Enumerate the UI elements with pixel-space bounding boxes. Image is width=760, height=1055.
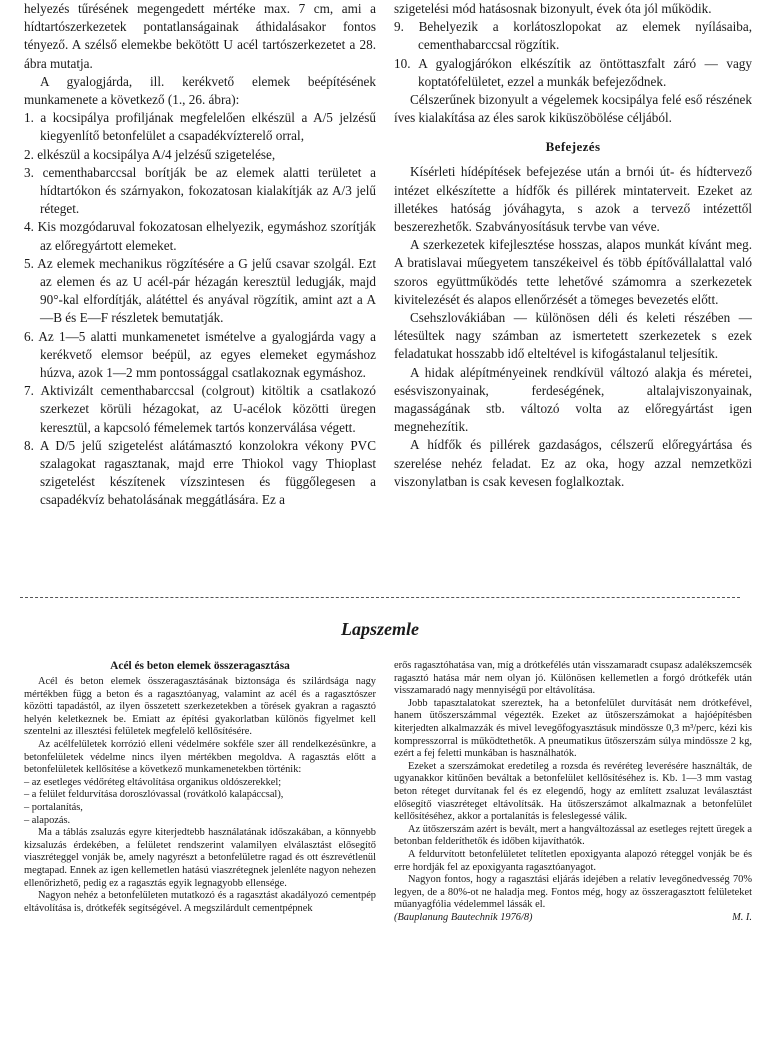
paragraph: 5. Az elemek mechanikus rögzítésére a G jelű csavar szolgál. Ezt az elemen és az U acél-pár hézagán keresztül ledugják, majd 90°-kal elfordítják, alátéttel és anyával rögzítik, amint azt a A—B és E—F részletek bemutatják.	[24, 255, 376, 326]
article-body-right	[394, 660, 752, 912]
paragraph: A gyalogjárda, ill. kerékvető elemek beépítésének munkamenete a következő (1., 26. ábra):	[24, 73, 376, 108]
paragraph: Ma a táblás zsaluzás egyre kiterjedtebb használatának időszakában, a könnyebb kizsaluzás érdekében, a felületet rendszerint valamilyen elválasztást elősegítő viaszréteggel vonják be, amely nagyrészt a betonfelületre ragad és ott észrevétlenül megtapad. Ennek az igen kellemetlen hatású viaszrétegnek jelenléte nagyon nehezen ellenőrizhető, pedig ez a ragasztás egyik legnagyobb ellensége.	[24, 827, 376, 889]
paragraph: 8. A D/5 jelű szigetelést alátámasztó konzolokra vékony PVC szalagokat ragasztanak, majd erre Thiokol vagy Thioplast szigetelést készítenek vízszintesen és függőlegesen a csapadékvíz behatolásának meggátlására. Ez a	[24, 437, 376, 508]
paragraph: erős ragasztóhatása van, míg a drótkefélés után visszamaradt csupasz adalékszemcsék ragasztó hatása már nem olyan jó. Különösen kellemetlen a forgó drótkefék után visszamaradó nagy mennyiségű por eltávolítása.	[394, 660, 752, 697]
paragraph: – alapozás.	[24, 814, 71, 826]
paragraph: Csehszlovákiában — különösen déli és keleti részében — létesültek nagy számban az ismertetett szerkezetek s ezek feladatukat hosszabb idő elteltével is kifogástalanul teljesítik.	[394, 310, 752, 362]
paragraph: Acél és beton elemek összeragasztásának biztonsága és szilárdsága nagy mértékben függ a beton és a ragasztóanyag, valamint az acél és a ragasztószer közötti tapadástól, az ilyen összetett szerkezetekben a törések gyakran a ragasztó helyén keletkeznek be. Emiatt az építési gyakorlatban különös figyelmet kell szentelni az illesztési felületek megfelelő kellősítésére.	[24, 676, 376, 738]
paragraph: Célszerűnek bizonyult a végelemek kocsipálya felé eső részének íves kialakítása az éles sarok kiküszöbölése céljából.	[394, 92, 752, 126]
paragraph: Az ütőszerszám azért is bevált, mert a hangváltozással az esetleges rejtett üregek a betonban felderíthetők és időben kijavíthatók.	[394, 823, 752, 848]
article-body-left	[24, 676, 376, 915]
paragraph: 10. A gyalogjárókon elkészítik az öntöttaszfalt záró — vagy koptatófelületet, ezzel a munkák befejeződnek.	[394, 55, 752, 89]
paragraph: 9. Behelyezik a korlátoszlopokat az elemek nyílásaiba, cementhabarccsal rögzítik.	[394, 19, 752, 53]
paragraph: A szerkezetek kifejlesztése hosszas, alapos munkát kívánt meg. A bratislavai műegyetem tanszékeivel és több építővállalattal való szoros együttműködés tette lehetővé számomra a szerkezetek kivitelezését és alapos ellenőrzését a tömeges bevezetés előtt.	[394, 237, 752, 307]
paragraph: 2. elkészül a kocsipálya A/4 jelzésű szigetelése,	[24, 146, 276, 162]
section-divider	[20, 597, 740, 598]
bottom-left-column	[24, 660, 376, 915]
paragraph: helyezés tűrésének megengedett mértéke max. 7 cm, ami a hídtartószerkezetek pontatlanságainak áthidalásakor fontos tényező. A szélső elemekbe bekötött U acél tartószerkezetet a 28. ábra mutatja.	[24, 1, 376, 71]
paragraph: – az esetleges védőréteg eltávolítása organikus oldószerekkel;	[24, 776, 282, 788]
author-initials: M. I.	[732, 911, 752, 923]
paragraph: – portalanítás,	[24, 801, 83, 813]
paragraph: 3. cementhabarccsal borítják be az elemek alatti területet a hídtartókon és szárnyakon, fokozatosan kialakítják az A/3 jelű réteget.	[24, 164, 376, 217]
paragraph: A hidak alépítményeinek rendkívül változó alakja és méretei, esésviszonyainak, ferdeségének, altalajviszonyainak, magasságának stb. változó volta az előregyártást igen megnehezítik.	[394, 364, 752, 435]
paragraph: 6. Az 1—5 alatti munkamenetet ismételve a gyalogjárda vagy a kerékvető elemsor beépül, az egyes elemeket egymáshoz húzva, azok 1—2 mm pontossággal csatlakoznak egymáshoz.	[24, 328, 376, 381]
top-right-column	[394, 0, 752, 491]
top-left-column	[24, 0, 376, 510]
befejezes-heading: Befejezés	[545, 139, 601, 155]
paragraph: 4. Kis mozgódaruval fokozatosan elhelyezik, egymáshoz szorítják az előregyártott elemeket.	[24, 219, 376, 253]
paragraph: Ezeket a szerszámokat eredetileg a rozsda és revéréteg leverésére használták, de ugyanakkor kitűnően beváltak a betonfelület kellősítéséhez is. Kb. 1—3 mm vastag beton réteget durvítanak fel és ez elegendő, hogy az említett zsaluzat leválasztást elősegítő viaszréteget eltávolítsák. Ha ütőszerszámot alkalmaznak a betonfelület kellősítéséhez, akkor a portalanítás is feleslegessé válik.	[394, 760, 752, 823]
top-right-list	[394, 0, 752, 127]
paragraph: 1. a kocsipálya profiljának megfelelően elkészül a A/5 jelzésű kiegyenlítő betonfelület a csapadékvízterelő orral,	[24, 110, 376, 144]
bottom-right-column	[394, 660, 752, 924]
paragraph: Kísérleti hídépítések befejezése után a brnói út- és hídtervező intézet elkészítette a hídfők és pillérek mintaterveit. Ezeket az illetékes hatóság jóváhagyta, s azok a tervező intézettől beszerezhetők. Szabványosításuk tervbe van véve.	[394, 164, 752, 235]
article-heading: Acél és beton elemek összeragasztása	[110, 660, 290, 672]
section-title: Lapszemle	[341, 619, 419, 639]
paragraph: 7. Aktivizált cementhabarccsal (colgrout) kitöltik a csatlakozó szerkezet körüli hézagokat, az U-acélok közötti üregen keresztül, a kapcsoló fémelemek tartós konzerválása végett.	[24, 383, 376, 435]
paragraph: A hídfők és pillérek gazdaságos, célszerű előregyártása és szerelése nehéz feladat. Ez az oka, hogy azzal nemzetközi viszonylatban is csak kevesen foglalkoztak.	[394, 437, 752, 489]
befejezes-body	[394, 163, 752, 491]
paragraph: Az acélfelületek korrózió elleni védelmére sokféle szer áll rendelkezésünkre, a betonfelületek védelme nincs ilyen mértékben megoldva. A ragasztás előtt a betonfelületek kellősítése a következő munkamenetekben történik:	[24, 738, 376, 776]
source-line	[394, 912, 752, 925]
paragraph: Nagyon nehéz a betonfelületen mutatkozó és a ragasztást akadályozó cementpép eltávolítása is, drótkefék segítségével. A megszilárdult cementpépnek	[24, 890, 376, 914]
source-citation: (Bauplanung Bautechnik 1976/8)	[394, 911, 533, 923]
paragraph: Nagyon fontos, hogy a ragasztási eljárás idejében a relatív levegőnedvesség 70% legyen, de a 80%-ot ne haladja meg. Fontos még, hogy az összeragasztott felületeket műanyagfólia védelemmel lássák el.	[394, 874, 752, 911]
paragraph: Jobb tapasztalatokat szereztek, ha a betonfelület durvítását nem drótkefével, hanem ütőszerszámmal végezték. Ezeket az ütőszerszámokat a hajóépítésben kiterjedten alkalmazzák és mivel levegőfogyasztásuk mindössze 0,3 m³/perc, kézi kis kompresszorral is működtethetők. A pneumatikus ütőszerszám súlya mindössze 2 kg, ezért a fej feletti munkában is használhatók.	[394, 697, 752, 760]
paragraph: – a felület feldurvítása doroszlóvassal (rovátkoló kalapáccsal),	[24, 789, 284, 801]
paragraph: szigetelési mód hatásosnak bizonyult, évek óta jól működik.	[394, 1, 712, 16]
paragraph: A feldurvított betonfelületet telítetlen epoxigyanta alapozó réteggel vonják be és erre hordják fel az epoxigyanta ragasztóanyagot.	[394, 848, 752, 873]
